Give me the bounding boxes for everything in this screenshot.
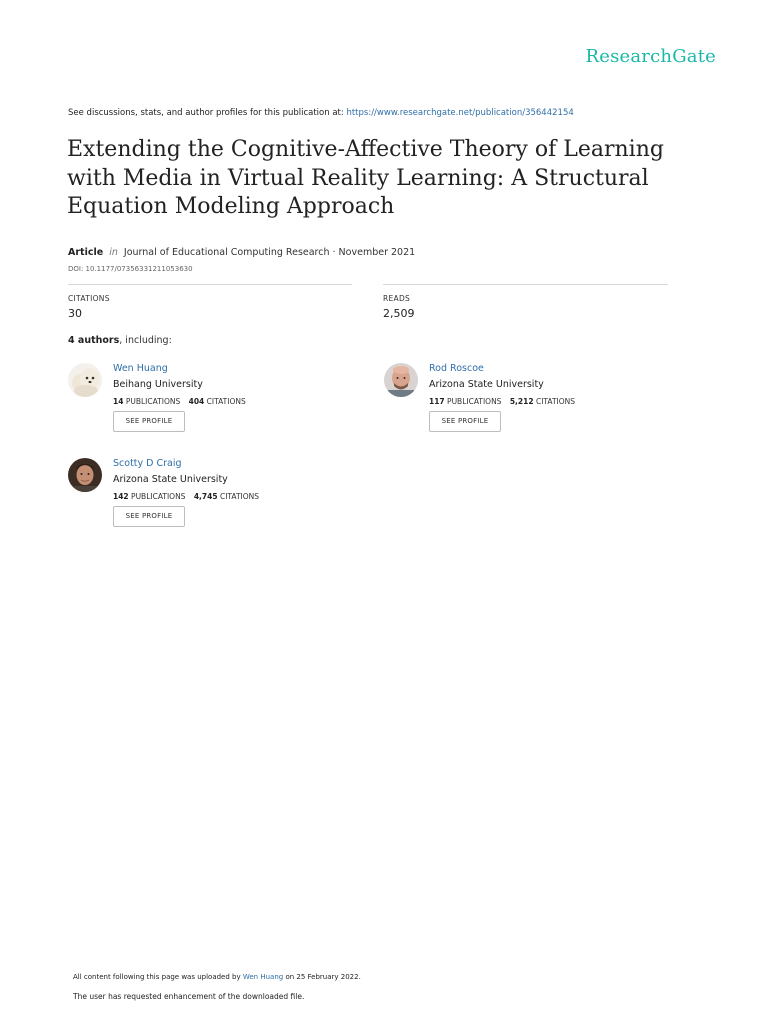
author-publications-count: 14 [113,397,124,406]
author-citations-label: CITATIONS [219,492,260,501]
uploader-link[interactable]: Wen Huang [242,973,284,981]
author-institution: Arizona State University [429,379,544,390]
authors-heading [68,335,172,346]
author-card [68,458,358,548]
author-institution: Arizona State University [113,474,228,485]
authors-count: 4 authors [68,335,120,346]
publication-type: Article [68,247,104,258]
reads-divider [383,284,668,285]
author-publications-label: PUBLICATIONS [447,397,502,406]
author-institution: Beihang University [113,379,203,390]
enhancement-note: The user has requested enhancement of the downloaded file. [73,992,305,1001]
researchgate-logo[interactable]: ResearchGate [585,46,716,67]
author-publications-label: PUBLICATIONS [125,397,181,406]
publication-doi: DOI: 10.1177/07356331211053630 [68,265,193,273]
bald-man-photo-icon [384,363,418,397]
author-publications-count: 142 [113,492,129,501]
publication-title: Extending the Cognitive-Affective Theory of Learning with Media in Virtual Reality Learning: A Structural Equation Modeling Approach [67,137,664,219]
author-citations-label: CITATIONS [535,397,576,406]
in-label: in [109,247,118,258]
author-stats [113,492,259,501]
author-avatar[interactable] [68,458,102,492]
authors-suffix: , including: [119,335,172,346]
author-avatar[interactable] [384,363,418,397]
see-profile-button[interactable]: SEE PROFILE [113,506,185,527]
author-citations-count: 5,212 [509,397,534,406]
author-card [384,363,674,453]
publication-link[interactable]: https://www.researchgate.net/publication/356442154 [346,108,574,118]
man-portrait-photo-icon [68,458,102,492]
citations-value: 30 [68,307,82,320]
author-citations-count: 4,745 [193,492,218,501]
author-publications-label: PUBLICATIONS [131,492,186,501]
author-name-link[interactable]: Rod Roscoe [429,363,484,374]
upload-note [73,973,361,981]
see-profile-button[interactable]: SEE PROFILE [113,411,185,432]
see-profile-button[interactable]: SEE PROFILE [429,411,501,432]
author-name-link[interactable]: Wen Huang [113,363,168,374]
upload-suffix: on 25 February 2022. [285,973,361,981]
author-avatar[interactable] [68,363,102,397]
puppy-photo-icon [68,363,102,397]
discussion-line [68,108,574,118]
author-citations-count: 404 [188,397,205,406]
citations-divider [68,284,352,285]
reads-label: READS [383,294,411,303]
author-publications-count: 117 [429,397,445,406]
author-stats [113,397,246,406]
discussion-prefix: See discussions, stats, and author profiles for this publication at: [68,108,344,118]
citations-label: CITATIONS [68,294,110,303]
reads-value: 2,509 [383,307,415,320]
publication-venue: Journal of Educational Computing Research · November 2021 [123,247,416,258]
upload-prefix: All content following this page was uploaded by [73,973,241,981]
author-card [68,363,358,453]
author-citations-label: CITATIONS [206,397,246,406]
publication-meta [68,247,415,258]
author-stats [429,397,575,406]
author-name-link[interactable]: Scotty D Craig [113,458,182,469]
